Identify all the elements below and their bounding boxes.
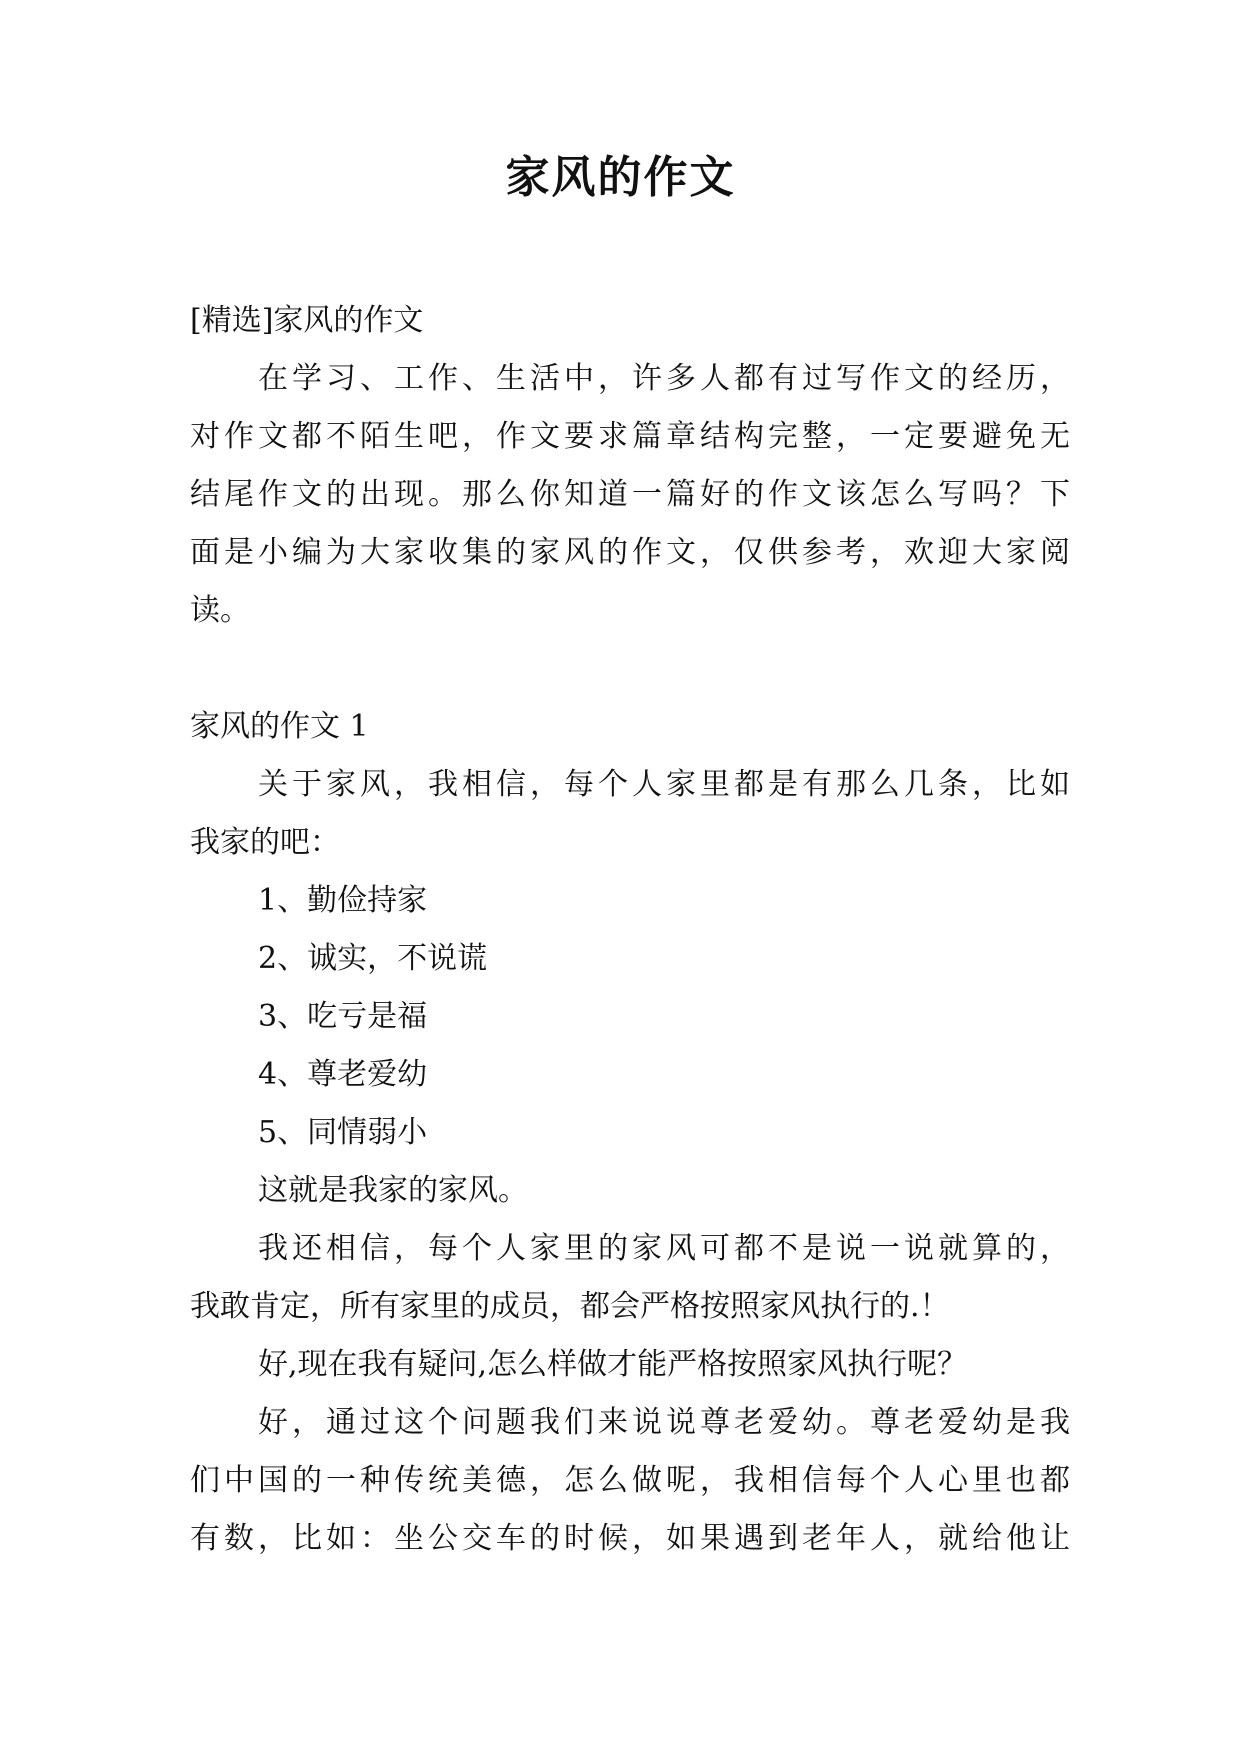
document-subtitle: [精选]家风的作文 <box>190 303 424 338</box>
family-rule-item: 1、勤俭持家 <box>258 883 428 918</box>
essay-paragraph-line: 关于家风，我相信，每个人家里都是有那么几条，比如 <box>258 767 1070 802</box>
intro-line: 对作文都不陌生吧，作文要求篇章结构完整，一定要避免无 <box>190 419 1070 454</box>
essay-conclusion-line: 这就是我家的家风。 <box>258 1173 528 1208</box>
essay-heading: 家风的作文 1 <box>190 709 369 744</box>
essay-paragraph-line: 我还相信，每个人家里的家风可都不是说一说就算的， <box>258 1231 1070 1266</box>
paragraph-spacer <box>190 640 1070 698</box>
intro-line: 面是小编为大家收集的家风的作文，仅供参考，欢迎大家阅 <box>190 535 1070 570</box>
essay-paragraph-line: 我家的吧： <box>190 825 340 860</box>
essay-paragraph-line: 们中国的一种传统美德，怎么做呢，我相信每个人心里也都 <box>190 1463 1070 1498</box>
document-body <box>190 292 1070 1568</box>
essay-paragraph-line: 有数，比如：坐公交车的时候，如果遇到老年人，就给他让 <box>190 1521 1070 1556</box>
essay-paragraph-line: 我敢肯定，所有家里的成员，都会严格按照家风执行的.！ <box>190 1289 950 1324</box>
essay-paragraph-line: 好,现在我有疑问,怎么样做才能严格按照家风执行呢？ <box>258 1347 968 1382</box>
intro-line: 读。 <box>190 593 250 628</box>
family-rule-item: 3、吃亏是福 <box>258 999 428 1034</box>
family-rule-item: 4、尊老爱幼 <box>258 1057 428 1092</box>
intro-line: 结尾作文的出现。那么你知道一篇好的作文该怎么写吗？下 <box>190 477 1070 512</box>
family-rule-item: 5、同情弱小 <box>258 1115 428 1150</box>
family-rule-item: 2、诚实，不说谎 <box>258 941 488 976</box>
intro-line: 在学习、工作、生活中，许多人都有过写作文的经历， <box>258 361 1070 396</box>
document-title: 家风的作文 <box>505 152 736 203</box>
essay-paragraph-line: 好，通过这个问题我们来说说尊老爱幼。尊老爱幼是我 <box>258 1405 1070 1440</box>
